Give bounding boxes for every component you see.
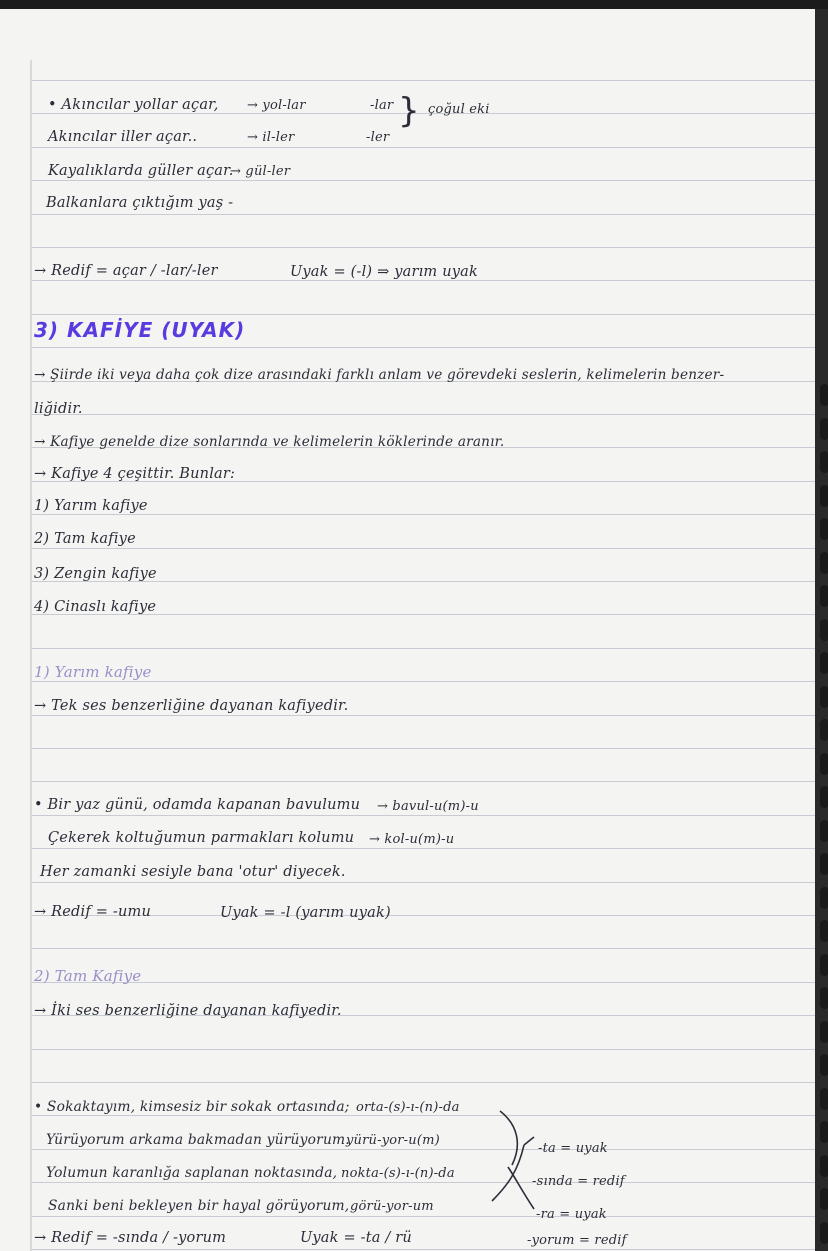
brace-icon: } bbox=[398, 91, 420, 131]
poem-line-2-analysis: → il-ler bbox=[247, 130, 295, 145]
binding-hole bbox=[820, 518, 828, 540]
ruled-line bbox=[32, 314, 815, 315]
definition-line-1b: liğidir. bbox=[34, 401, 83, 417]
yarim-line-2: Çekerek koltuğumun parmakları kolumu bbox=[48, 830, 355, 846]
list-item: 1) Yarım kafiye bbox=[34, 498, 148, 514]
yarim-line-3: Her zamanki sesiyle bana 'otur' diyecek. bbox=[40, 864, 346, 880]
ruled-line bbox=[32, 180, 815, 181]
binding-hole bbox=[820, 1155, 828, 1177]
tam-line-4: Sanki beni bekleyen bir hayal görüyorum, bbox=[48, 1198, 350, 1214]
ruled-line bbox=[32, 648, 815, 649]
binding-hole bbox=[820, 753, 828, 775]
yarim-definition: → Tek ses benzerliğine dayanan kafiyedir. bbox=[34, 698, 349, 714]
ruled-line bbox=[32, 147, 815, 148]
binding-hole bbox=[820, 451, 828, 473]
binding-hole bbox=[820, 1121, 828, 1143]
binding-hole bbox=[820, 686, 828, 708]
list-item: 4) Cinaslı kafiye bbox=[34, 599, 157, 615]
tam-result-3: -ra = uyak bbox=[536, 1207, 607, 1222]
binding-hole bbox=[820, 820, 828, 842]
poem-line-4: Balkanlara çıktığım yaş - bbox=[46, 195, 234, 211]
cross-lines-icon bbox=[478, 1105, 538, 1215]
poem-line-3: Kayalıklarda güller açar. bbox=[48, 163, 234, 179]
yarim-line-1-analysis: → bavul-u(m)-u bbox=[377, 799, 479, 814]
list-item: 2) Tam kafiye bbox=[34, 531, 136, 547]
binding-hole bbox=[820, 920, 828, 942]
binding-hole bbox=[820, 384, 828, 406]
subsection-title-yarim: 1) Yarım kafiye bbox=[34, 663, 152, 681]
ruled-line bbox=[32, 1082, 815, 1083]
ruled-line bbox=[32, 414, 815, 415]
binding-hole bbox=[820, 619, 828, 641]
ruled-line bbox=[32, 681, 815, 682]
ruled-line bbox=[32, 1216, 815, 1217]
poem-line-1-analysis: → yol-lar bbox=[247, 98, 306, 113]
tam-line-4-analysis: görü-yor-um bbox=[350, 1199, 434, 1214]
ruled-line bbox=[32, 748, 815, 749]
ruled-line bbox=[32, 882, 815, 883]
definition-line-1: → Şiirde iki veya daha çok dize arasındaki farklı anlam ve görevdeki seslerin, kelimelerin benzer- bbox=[34, 367, 725, 383]
poem-line-1: • Akıncılar yollar açar, bbox=[48, 97, 219, 113]
tam-line-1: • Sokaktayım, kimsesiz bir sokak ortasında; bbox=[34, 1099, 350, 1115]
ruled-line bbox=[32, 347, 815, 348]
tam-line-1-analysis: orta-(s)-ı-(n)-da bbox=[356, 1100, 460, 1115]
subsection-title-tam: 2) Tam Kafiye bbox=[34, 967, 142, 985]
tam-line-3: Yolumun karanlığa saplanan noktasında, bbox=[46, 1165, 338, 1181]
ruled-line bbox=[32, 548, 815, 549]
suffix-lar: -lar bbox=[370, 98, 394, 113]
binding-hole bbox=[820, 1188, 828, 1210]
ruled-line bbox=[32, 214, 815, 215]
ruled-line bbox=[32, 1049, 815, 1050]
poem-line-3-analysis: → gül-ler bbox=[230, 164, 291, 179]
ruled-line bbox=[32, 715, 815, 716]
yarim-redif: → Redif = -umu bbox=[34, 904, 152, 920]
binding-hole bbox=[820, 1222, 828, 1244]
ruled-line bbox=[32, 948, 815, 949]
binding-hole bbox=[820, 418, 828, 440]
tam-line-3-analysis: nokta-(s)-ı-(n)-da bbox=[341, 1166, 455, 1181]
section-heading: 3) KAFİYE (UYAK) bbox=[34, 318, 246, 342]
binding-hole bbox=[820, 786, 828, 808]
tam-uyak: Uyak = -ta / rü bbox=[300, 1230, 412, 1246]
tam-line-2: Yürüyorum arkama bakmadan yürüyorum. bbox=[46, 1132, 350, 1148]
yarim-line-1: • Bir yaz günü, odamda kapanan bavulumu bbox=[34, 797, 361, 813]
yarim-line-2-analysis: → kol-u(m)-u bbox=[369, 832, 455, 847]
binding-hole bbox=[820, 887, 828, 909]
binding-hole bbox=[820, 652, 828, 674]
ruled-line bbox=[32, 514, 815, 515]
binding-hole bbox=[820, 1021, 828, 1043]
definition-line-3: → Kafiye 4 çeşittir. Bunlar: bbox=[34, 466, 236, 482]
tam-result-1: -ta = uyak bbox=[538, 1141, 608, 1156]
tam-redif: → Redif = -sında / -yorum bbox=[34, 1230, 227, 1246]
binding-hole bbox=[820, 1088, 828, 1110]
ruled-line bbox=[32, 247, 815, 248]
definition-line-2: → Kafiye genelde dize sonlarında ve kelimelerin köklerinde aranır. bbox=[34, 434, 505, 450]
tam-result-2: -sında = redif bbox=[532, 1174, 625, 1189]
redif-line: → Redif = açar / -lar/-ler bbox=[34, 263, 218, 279]
ruled-line bbox=[32, 781, 815, 782]
binding-hole bbox=[820, 719, 828, 741]
ruled-line bbox=[32, 982, 815, 983]
margin-line bbox=[30, 60, 32, 1251]
binding-hole bbox=[820, 987, 828, 1009]
binding-hole bbox=[820, 585, 828, 607]
tam-result-4: -yorum = redif bbox=[527, 1233, 627, 1248]
tam-line-2-analysis: yürü-yor-u(m) bbox=[346, 1133, 440, 1148]
tam-definition: → İki ses benzerliğine dayanan kafiyedir. bbox=[34, 1003, 342, 1019]
brace-label: çoğul eki bbox=[428, 102, 490, 117]
uyak-line: Uyak = (-l) ⇒ yarım uyak bbox=[290, 264, 478, 280]
yarim-uyak: Uyak = -l (yarım uyak) bbox=[220, 905, 391, 921]
ruled-line bbox=[32, 1249, 815, 1250]
binding-hole bbox=[820, 954, 828, 976]
spiral-binding bbox=[815, 380, 828, 1251]
binding-hole bbox=[820, 485, 828, 507]
binding-hole bbox=[820, 853, 828, 875]
list-item: 3) Zengin kafiye bbox=[34, 566, 157, 582]
binding-hole bbox=[820, 1054, 828, 1076]
ruled-line bbox=[32, 80, 815, 81]
binding-hole bbox=[820, 552, 828, 574]
poem-line-2: Akıncılar iller açar.. bbox=[48, 129, 198, 145]
suffix-ler: -ler bbox=[366, 130, 390, 145]
page-top-edge bbox=[0, 0, 828, 9]
